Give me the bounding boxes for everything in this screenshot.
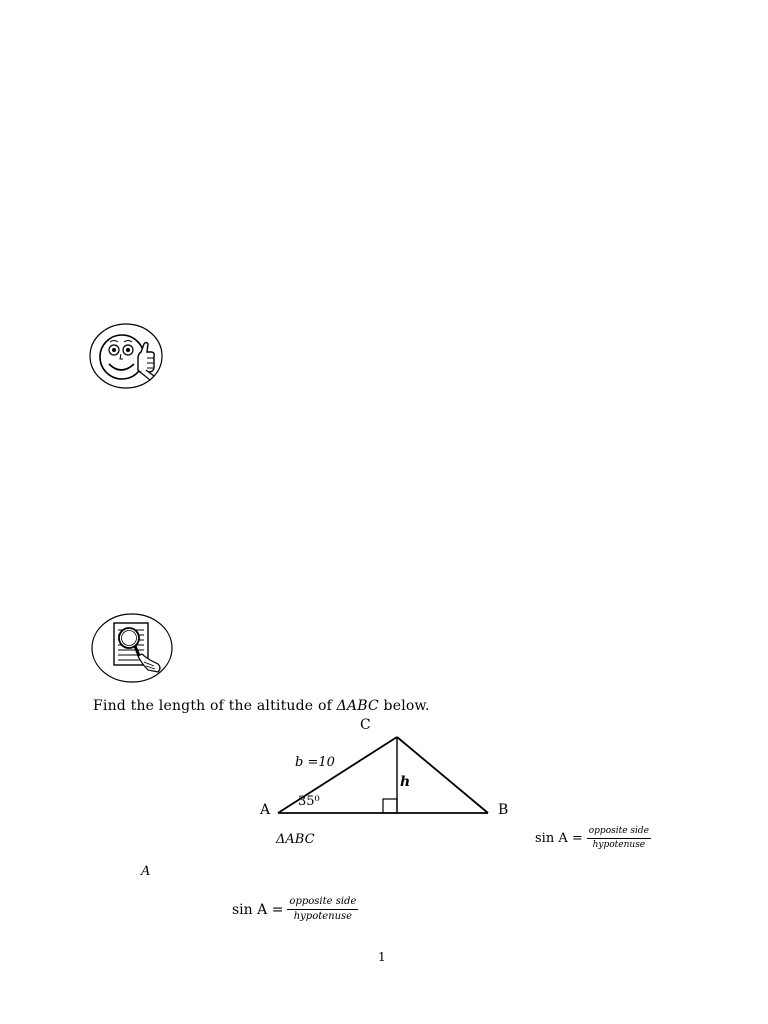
sine-formula-right — [535, 826, 651, 851]
side-cb — [397, 737, 488, 813]
formula-right-denominator: hypotenuse — [592, 839, 646, 850]
right-angle-marker — [383, 799, 397, 813]
vertex-b-label: B — [498, 802, 509, 818]
triangle-diagram — [250, 712, 520, 827]
page-number: 1 — [378, 950, 386, 964]
height-label: h — [400, 774, 411, 790]
formula-right-numerator: opposite side — [587, 826, 651, 839]
prompt-text-after: below. — [378, 698, 430, 714]
prompt-triangle-symbol: ΔABC — [336, 698, 379, 714]
formula-right-lhs: sin A = — [535, 830, 583, 846]
formula-right-fraction — [587, 826, 651, 851]
smiley-thumbs-up-icon — [88, 322, 164, 390]
side-ac — [278, 737, 397, 813]
sine-formula-left — [232, 896, 358, 923]
variable-a: A — [141, 864, 151, 879]
vertex-a-label: A — [260, 802, 271, 818]
formula-left-numerator: opposite side — [287, 896, 358, 910]
formula-left-fraction — [287, 896, 358, 923]
triangle-figure — [250, 712, 520, 827]
vertex-c-label: C — [360, 717, 371, 733]
prompt-text-before: Find the length of the altitude of — [93, 698, 337, 714]
side-b-label: b =10 — [295, 755, 335, 770]
angle-label: 35⁰ — [298, 794, 320, 809]
formula-left-denominator: hypotenuse — [293, 911, 353, 922]
formula-left-lhs: sin A = — [232, 901, 284, 918]
triangle-caption: ΔABC — [276, 832, 315, 847]
magnifying-glass-document-icon — [90, 612, 174, 684]
